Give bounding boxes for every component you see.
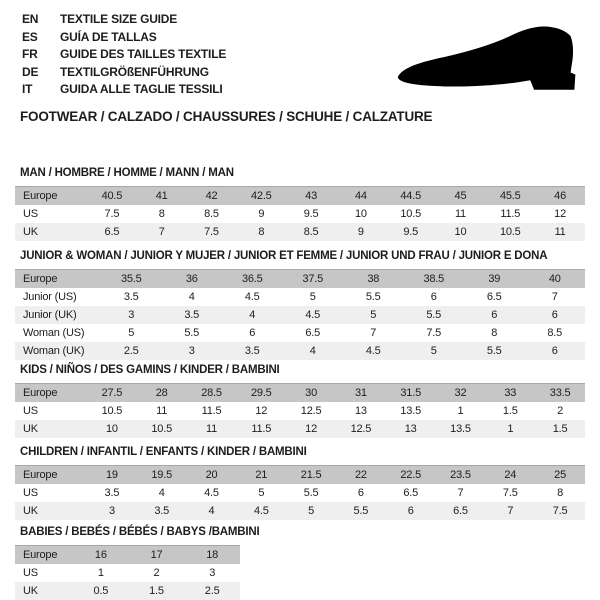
size-cell: 5 (404, 342, 465, 360)
size-cell: 10 (87, 420, 137, 438)
size-table-man (15, 186, 585, 241)
size-cell: 45.5 (485, 187, 535, 205)
row-label: US (15, 402, 87, 420)
language-row (22, 46, 226, 64)
size-cell: 2 (129, 564, 185, 582)
size-cell: 5.5 (464, 342, 525, 360)
size-cell: 5 (101, 324, 162, 342)
table-row (15, 205, 585, 223)
section-kids (15, 364, 585, 438)
table-row (15, 502, 585, 520)
size-cell: 20 (187, 466, 237, 484)
size-cell: 10.5 (386, 205, 436, 223)
size-cell: 6 (525, 342, 586, 360)
size-cell: 28.5 (187, 384, 237, 402)
size-cell: 4 (222, 306, 283, 324)
section-title: JUNIOR & WOMAN / JUNIOR Y MUJER / JUNIOR ET FEMME / JUNIOR UND FRAU / JUNIOR E DONA (20, 250, 548, 262)
size-cell: 4.5 (236, 502, 286, 520)
row-label: UK (15, 223, 87, 241)
table-header-row (15, 187, 585, 205)
language-row (22, 64, 226, 82)
size-cell: 35.5 (101, 270, 162, 288)
size-cell: 7.5 (187, 223, 237, 241)
size-cell: 3.5 (137, 502, 187, 520)
row-label: Junior (UK) (15, 306, 101, 324)
size-cell: 30 (286, 384, 336, 402)
language-label: GUÍA DE TALLAS (60, 29, 157, 44)
row-label: Europe (15, 270, 101, 288)
table-header-row (15, 270, 585, 288)
size-cell: 11 (535, 223, 585, 241)
size-cell: 4 (283, 342, 344, 360)
size-cell: 11.5 (485, 205, 535, 223)
size-cell: 42.5 (236, 187, 286, 205)
size-cell: 5.5 (404, 306, 465, 324)
size-cell: 3.5 (222, 342, 283, 360)
size-cell: 44 (336, 187, 386, 205)
size-cell: 41 (137, 187, 187, 205)
size-cell: 4.5 (187, 484, 237, 502)
category-title: FOOTWEAR / CALZADO / CHAUSSURES / SCHUHE / CALZATURE (20, 109, 433, 124)
size-cell: 6.5 (436, 502, 486, 520)
size-cell: 37.5 (283, 270, 344, 288)
table-header-row (15, 546, 240, 564)
size-cell: 7 (343, 324, 404, 342)
row-label: Woman (UK) (15, 342, 101, 360)
size-cell: 5 (283, 288, 344, 306)
table-row (15, 306, 585, 324)
size-cell: 22.5 (386, 466, 436, 484)
size-table-junior-woman (15, 269, 585, 360)
size-cell: 4.5 (283, 306, 344, 324)
table-header-row (15, 466, 585, 484)
section-title: MAN / HOMBRE / HOMME / MANN / MAN (20, 167, 234, 179)
size-cell: 6 (386, 502, 436, 520)
size-cell: 1.5 (129, 582, 185, 600)
size-cell: 21 (236, 466, 286, 484)
size-cell: 7.5 (87, 205, 137, 223)
size-cell: 7.5 (404, 324, 465, 342)
size-cell: 13 (386, 420, 436, 438)
section-title: CHILDREN / INFANTIL / ENFANTS / KINDER / BAMBINI (20, 446, 307, 458)
size-cell: 9 (336, 223, 386, 241)
size-cell: 2 (535, 402, 585, 420)
language-label: TEXTILGRÖßENFÜHRUNG (60, 64, 209, 79)
size-cell: 8 (236, 223, 286, 241)
size-cell: 9 (236, 205, 286, 223)
size-cell: 6.5 (386, 484, 436, 502)
size-table-babies (15, 545, 240, 600)
row-label: Europe (15, 466, 87, 484)
table-row (15, 484, 585, 502)
language-row (22, 81, 226, 99)
size-cell: 3 (162, 342, 223, 360)
size-cell: 17 (129, 546, 185, 564)
section-junior-woman (15, 250, 585, 360)
size-cell: 8 (464, 324, 525, 342)
language-code: EN (22, 12, 39, 26)
size-cell: 18 (184, 546, 240, 564)
size-cell: 2.5 (184, 582, 240, 600)
size-cell: 12.5 (286, 402, 336, 420)
language-label: GUIDA ALLE TAGLIE TESSILI (60, 82, 223, 96)
language-row (22, 29, 226, 47)
size-cell: 40 (525, 270, 586, 288)
size-cell: 1 (485, 420, 535, 438)
size-cell: 9.5 (286, 205, 336, 223)
size-cell: 13.5 (386, 402, 436, 420)
section-title: KIDS / NIÑOS / DES GAMINS / KINDER / BAMBINI (20, 364, 280, 376)
size-cell: 6 (525, 306, 586, 324)
dress-shoe-icon (392, 20, 584, 102)
language-title-block (22, 11, 226, 99)
size-cell: 3 (184, 564, 240, 582)
size-cell: 3 (101, 306, 162, 324)
size-cell: 6 (222, 324, 283, 342)
size-cell: 10 (436, 223, 486, 241)
table-row (15, 564, 240, 582)
row-label: UK (15, 502, 87, 520)
size-cell: 5.5 (336, 502, 386, 520)
language-code: ES (22, 29, 38, 44)
size-cell: 3.5 (162, 306, 223, 324)
language-code: FR (22, 47, 38, 61)
size-cell: 3.5 (101, 288, 162, 306)
table-row (15, 342, 585, 360)
size-cell: 33.5 (535, 384, 585, 402)
size-cell: 4.5 (222, 288, 283, 306)
row-label: Europe (15, 384, 87, 402)
size-cell: 12 (286, 420, 336, 438)
size-cell: 1 (436, 402, 486, 420)
size-cell: 19 (87, 466, 137, 484)
size-cell: 16 (73, 546, 129, 564)
size-cell: 12.5 (336, 420, 386, 438)
size-cell: 5 (236, 484, 286, 502)
size-cell: 12 (535, 205, 585, 223)
size-table-children (15, 465, 585, 520)
size-cell: 6.5 (464, 288, 525, 306)
size-cell: 32 (436, 384, 486, 402)
row-label: US (15, 205, 87, 223)
size-cell: 38.5 (404, 270, 465, 288)
size-cell: 19.5 (137, 466, 187, 484)
size-cell: 11.5 (187, 402, 237, 420)
language-label: TEXTILE SIZE GUIDE (60, 12, 178, 26)
size-cell: 23.5 (436, 466, 486, 484)
row-label: UK (15, 582, 73, 600)
size-cell: 6 (404, 288, 465, 306)
size-cell: 22 (336, 466, 386, 484)
size-cell: 3 (87, 502, 137, 520)
size-cell: 4 (187, 502, 237, 520)
row-label: US (15, 484, 87, 502)
size-cell: 2.5 (101, 342, 162, 360)
size-cell: 44.5 (386, 187, 436, 205)
section-babies (15, 526, 585, 600)
size-cell: 8 (535, 484, 585, 502)
table-row (15, 324, 585, 342)
size-cell: 3.5 (87, 484, 137, 502)
size-cell: 6 (464, 306, 525, 324)
size-cell: 6 (336, 484, 386, 502)
size-cell: 36 (162, 270, 223, 288)
size-cell: 28 (137, 384, 187, 402)
size-cell: 11 (436, 205, 486, 223)
size-cell: 39 (464, 270, 525, 288)
size-cell: 11 (187, 420, 237, 438)
size-cell: 24 (485, 466, 535, 484)
language-code: DE (22, 64, 39, 79)
size-cell: 7.5 (485, 484, 535, 502)
size-cell: 5 (343, 306, 404, 324)
size-cell: 6.5 (87, 223, 137, 241)
size-cell: 8.5 (525, 324, 586, 342)
size-cell: 5.5 (343, 288, 404, 306)
size-cell: 13 (336, 402, 386, 420)
size-cell: 0.5 (73, 582, 129, 600)
size-cell: 4 (162, 288, 223, 306)
size-cell: 7 (436, 484, 486, 502)
language-row (22, 11, 226, 29)
size-table-kids (15, 383, 585, 438)
size-cell: 33 (485, 384, 535, 402)
size-cell: 21.5 (286, 466, 336, 484)
size-cell: 27.5 (87, 384, 137, 402)
size-cell: 13.5 (436, 420, 486, 438)
size-cell: 4.5 (343, 342, 404, 360)
size-cell: 42 (187, 187, 237, 205)
size-cell: 5.5 (162, 324, 223, 342)
size-cell: 8 (137, 205, 187, 223)
size-cell: 38 (343, 270, 404, 288)
size-cell: 10.5 (485, 223, 535, 241)
size-cell: 12 (236, 402, 286, 420)
size-cell: 9.5 (386, 223, 436, 241)
table-row (15, 223, 585, 241)
table-header-row (15, 384, 585, 402)
size-cell: 11.5 (236, 420, 286, 438)
row-label: Europe (15, 546, 73, 564)
size-cell: 40.5 (87, 187, 137, 205)
row-label: Europe (15, 187, 87, 205)
size-cell: 45 (436, 187, 486, 205)
size-cell: 46 (535, 187, 585, 205)
size-cell: 1 (73, 564, 129, 582)
size-cell: 1.5 (535, 420, 585, 438)
size-cell: 29.5 (236, 384, 286, 402)
language-code: IT (22, 82, 33, 96)
size-cell: 7 (485, 502, 535, 520)
size-cell: 8.5 (187, 205, 237, 223)
size-cell: 36.5 (222, 270, 283, 288)
size-cell: 7.5 (535, 502, 585, 520)
row-label: Junior (US) (15, 288, 101, 306)
size-cell: 1.5 (485, 402, 535, 420)
size-cell: 31.5 (386, 384, 436, 402)
size-cell: 10.5 (137, 420, 187, 438)
size-cell: 11 (137, 402, 187, 420)
size-cell: 5 (286, 502, 336, 520)
size-cell: 7 (137, 223, 187, 241)
size-cell: 10.5 (87, 402, 137, 420)
size-cell: 4 (137, 484, 187, 502)
size-cell: 7 (525, 288, 586, 306)
table-row (15, 402, 585, 420)
size-cell: 43 (286, 187, 336, 205)
size-cell: 8.5 (286, 223, 336, 241)
size-cell: 31 (336, 384, 386, 402)
table-row (15, 420, 585, 438)
section-man (15, 167, 585, 241)
size-cell: 6.5 (283, 324, 344, 342)
row-label: UK (15, 420, 87, 438)
language-label: GUIDE DES TAILLES TEXTILE (60, 47, 227, 61)
section-title: BABIES / BEBÉS / BÉBÉS / BABYS /BAMBINI (20, 526, 260, 538)
row-label: Woman (US) (15, 324, 101, 342)
size-cell: 5.5 (286, 484, 336, 502)
size-cell: 10 (336, 205, 386, 223)
table-row (15, 288, 585, 306)
table-row (15, 582, 240, 600)
section-children (15, 446, 585, 520)
row-label: US (15, 564, 73, 582)
size-cell: 25 (535, 466, 585, 484)
